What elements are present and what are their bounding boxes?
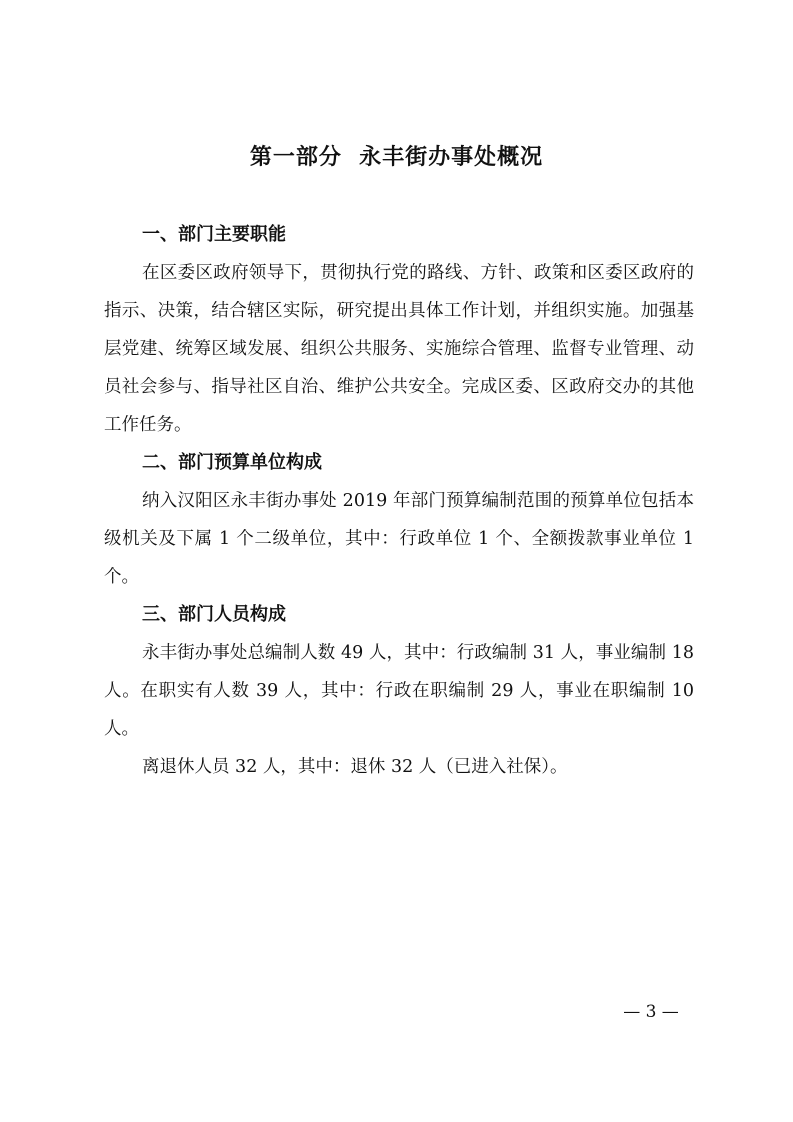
section-staff bbox=[104, 596, 694, 786]
document-body bbox=[104, 216, 694, 786]
page-number: — 3 — bbox=[623, 1002, 679, 1022]
section-paragraph: 在区委区政府领导下，贯彻执行党的路线、方针、政策和区委区政府的指示、决策，结合辖区实际，研究提出具体工作计划，并组织实施。加强基层党建、统筹区域发展、组织公共服务、实施综合管理、监督专业管理、动员社会参与、指导社区自治、维护公共安全。完成区委、区政府交办的其他工作任务。 bbox=[104, 263, 694, 435]
section-budget-units bbox=[104, 444, 694, 596]
section-paragraph: 纳入汉阳区永丰街办事处 2019 年部门预算编制范围的预算单位包括本级机关及下属 1 个二级单位，其中：行政单位 1 个、全额拨款事业单位 1 个。 bbox=[104, 491, 694, 587]
page-title: 第一部分 永丰街办事处概况 bbox=[249, 145, 544, 170]
section-paragraph: 离退休人员 32 人，其中：退休 32 人（已进入社保）。 bbox=[142, 757, 568, 777]
section-heading: 三、部门人员构成 bbox=[142, 604, 286, 625]
section-heading: 一、部门主要职能 bbox=[142, 224, 286, 245]
section-main-functions bbox=[104, 216, 694, 444]
section-paragraph: 永丰街办事处总编制人数 49 人，其中：行政编制 31 人，事业编制 18 人。在职实有人数 39 人，其中：行政在职编制 29 人，事业在职编制 10 人。 bbox=[104, 643, 694, 739]
section-heading: 二、部门预算单位构成 bbox=[142, 452, 322, 473]
